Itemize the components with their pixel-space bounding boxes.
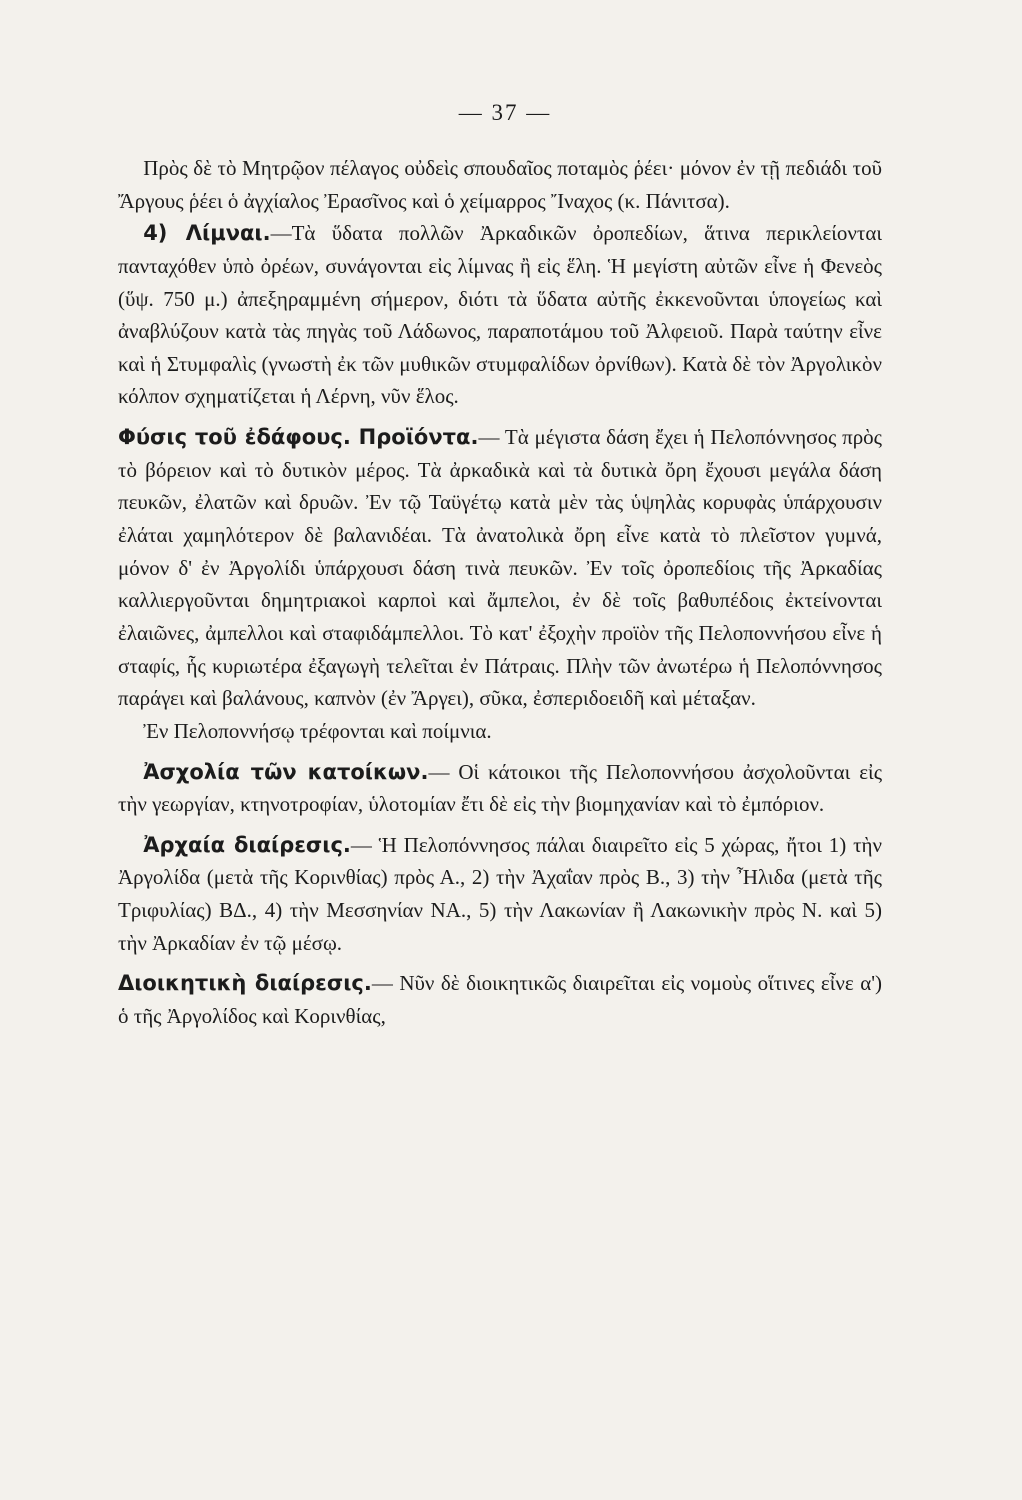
- paragraph-ancient-division: [118, 829, 882, 960]
- paragraph-administrative-division: [118, 967, 882, 1032]
- paragraph-text: — Οἱ κάτοικοι τῆς Πελοποννήσου ἀσχολοῦνται εἰς τὴν γεωργίαν, κτηνοτροφίαν, ὑλοτομίαν ἔτι δὲ εἰς τὴν βιομηχανίαν καὶ τὸ ἐμπόριον.: [118, 759, 883, 817]
- paragraph-occupations: [118, 756, 882, 821]
- section-heading-ancient: Ἀρχαία διαίρεσις.: [143, 832, 351, 857]
- section-heading-lakes: 4) Λίμναι.: [143, 221, 271, 246]
- paragraph-text: Ἐν Πελοποννήσῳ τρέφονται καὶ ποίμνια.: [143, 718, 492, 743]
- paragraph-text: Πρὸς δὲ τὸ Μητρῷον πέλαγος οὐδεὶς σπουδαῖος ποταμὸς ῥέει· μόνον ἐν τῇ πεδιάδι τοῦ Ἄργους ῥέει ὁ ἀγχίαλος Ἐρασῖνος καὶ ὁ χείμαρρος Ἴναχος (κ. Πάνιτσα).: [118, 156, 882, 213]
- paragraph-lakes: [118, 217, 882, 413]
- paragraph-livestock: [118, 715, 882, 748]
- paragraph-text: — Τὰ μέγιστα δάση ἔχει ἡ Πελοπόννησος πρὸς τὸ βόρειον καὶ τὸ δυτικὸν μέρος. Τὰ ἀρκαδικὰ καὶ τὰ δυτικὰ ὄρη ἔχουσι μεγάλα δάση πευκῶν, ἐλατῶν καὶ δρυῶν. Ἐν τῷ Ταϋγέτῳ κατὰ μὲν τὰς ὑψηλὰς κορυφὰς ὑπάρχουσιν ἐλάται χαμηλότερον δὲ βαλανιδέαι. Τὰ ἀνατολικὰ ὄρη εἶνε κατὰ τὸ πλεῖστον γυμνά, μόνον δ' ἐν Ἀργολίδι ὑπάρχουσι δάση τινὰ πευκῶν. Ἐν τοῖς ὀροπεδίοις τῆς Ἀρκαδίας καλλιεργοῦνται δημητριακοὶ καρποὶ καὶ ἄμπελοι, ἐν δὲ τοῖς βαθυπέδοις ἐκτείνονται ἐλαιῶνες, ἀμπελλοι καὶ σταφιδάμπελλοι. Τὸ κατ' ἐξοχὴν προϊὸν τῆς Πελοποννήσου εἶνε ἡ σταφίς, ἧς κυριωτέρα ἐξαγωγὴ τελεῖται ἐν Πάτραις. Πλὴν τῶν ἀνωτέρω ἡ Πελοπόννησος παράγει καὶ βαλάνους, καπνὸν (ἐν Ἄργει), σῦκα, ἐσπεριδοειδῆ καὶ μέταξαν.: [118, 425, 882, 711]
- paragraph-soil-products: [118, 421, 882, 715]
- paragraph-text: —Τὰ ὕδατα πολλῶν Ἀρκαδικῶν ὀροπεδίων, ἅτινα περικλείονται πανταχόθεν ὑπὸ ὀρέων, συνάγονται εἰς λίμνας ἢ εἰς ἕλη. Ἡ μεγίστη αὐτῶν εἶνε ἡ Φενεὸς (ὕψ. 750 μ.) ἀπεξηραμμένη σήμερον, διότι τὰ ὕδατα αὐτῆς ἐκκενοῦνται ὑπογείως καὶ ἀναβλύζουν κατὰ τὰς πηγὰς τοῦ Λάδωνος, παραποτάμου τοῦ Ἀλφειοῦ. Παρὰ ταύτην εἶνε καὶ ἡ Στυμφαλὶς (γνωστὴ ἐκ τῶν μυθικῶν στυμφαλίδων ὀρνίθων). Κατὰ δὲ τὸν Ἀργολικὸν κόλπον σχηματίζεται ἡ Λέρνη, νῦν ἕλος.: [118, 221, 882, 409]
- section-heading-occupations: Ἀσχολία τῶν κατοίκων.: [143, 759, 429, 784]
- section-heading-administrative: Διοικητικὴ διαίρεσις.: [118, 971, 372, 996]
- page-number: — 37 —: [458, 100, 552, 125]
- paragraph-text: — Ἡ Πελοπόννησος πάλαι διαιρεῖτο εἰς 5 χώρας, ἤτοι 1) τὴν Ἀργολίδα (μετὰ τῆς Κορινθίας) πρὸς Α., 2) τὴν Ἀχαΐαν πρὸς Β., 3) τὴν Ἦλιδα (μετὰ τῆς Τριφυλίας) ΒΔ., 4) τὴν Μεσσηνίαν ΝΑ., 5) τὴν Λακωνίαν ἢ Λακωνικὴν πρὸς Ν. καὶ 5) τὴν Ἀρκαδίαν ἐν τῷ μέσῳ.: [118, 832, 882, 955]
- section-heading-soil: Φύσις τοῦ ἐδάφους. Προϊόντα.: [118, 425, 479, 450]
- paragraph-rivers: [118, 152, 882, 217]
- paragraph-text: — Νῦν δὲ διοικητικῶς διαιρεῖται εἰς νομοὺς οἵτινες εἶνε α') ὁ τῆς Ἀργολίδος καὶ Κορινθίας,: [118, 971, 882, 1029]
